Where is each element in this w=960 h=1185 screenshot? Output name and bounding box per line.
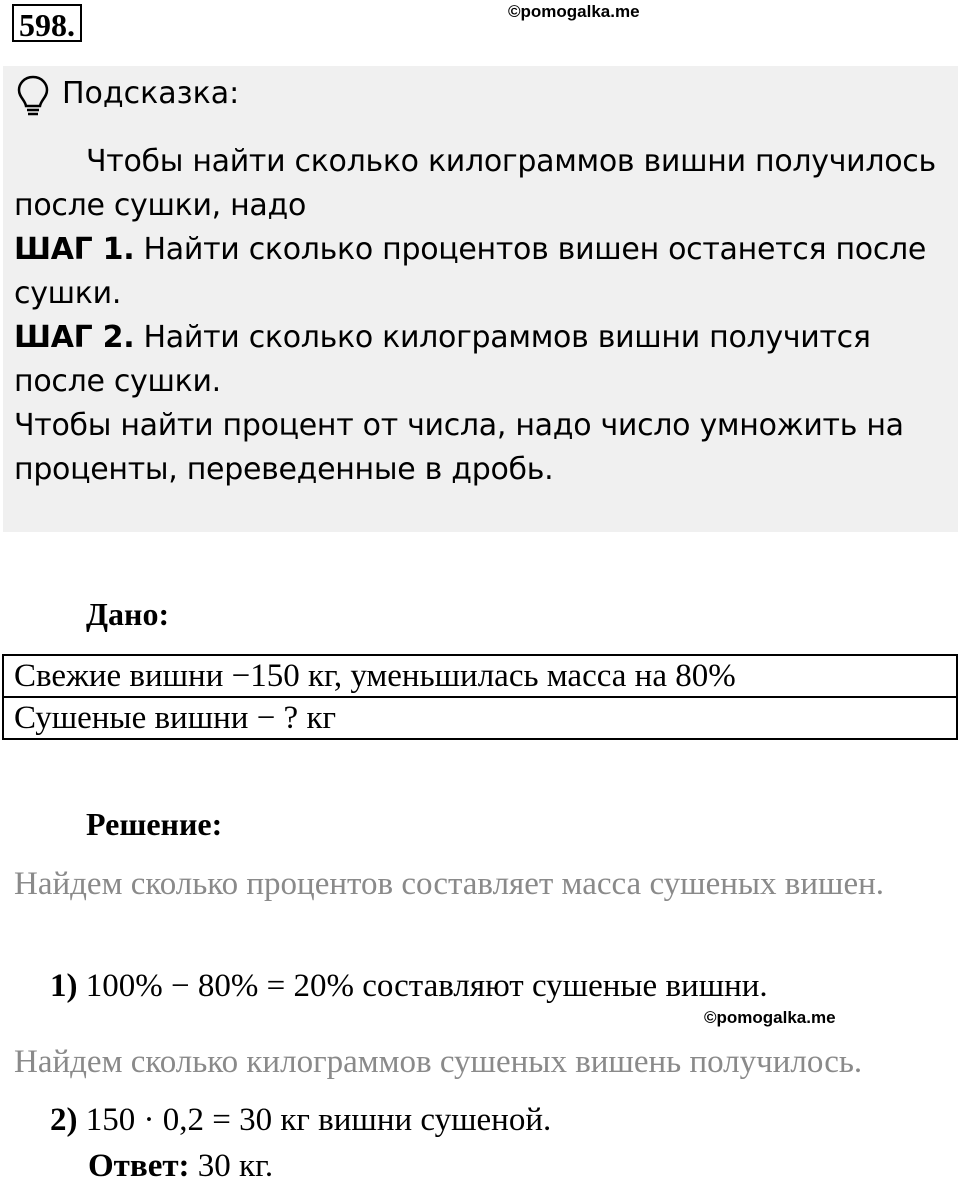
- solution-title: Решение:: [86, 806, 223, 842]
- watermark-2: ©pomogalka.me: [704, 1008, 836, 1027]
- hint-step2-label: ШАГ 2.: [14, 320, 135, 355]
- hint-step2-text: Найти сколько килограммов вишни получится после сушки.: [14, 320, 871, 399]
- step-2-number: 2): [50, 1102, 78, 1138]
- lightbulb-icon: [16, 74, 50, 118]
- hint-body: [14, 140, 944, 492]
- answer-value: 30 кг.: [189, 1148, 274, 1184]
- answer: [88, 1148, 273, 1185]
- solution-step-2: [50, 1102, 551, 1139]
- table-row: [3, 697, 957, 739]
- solution-text-1: Найдем сколько процентов составляет масса сушеных вишен.: [14, 866, 885, 902]
- step-1-expression: 100% − 80% = 20% составляют сушеные вишни.: [77, 968, 768, 1004]
- hint-step1-label: ШАГ 1.: [14, 232, 135, 267]
- solution-text-2: Найдем сколько килограммов сушеных вишень получилось.: [14, 1044, 863, 1080]
- solution-step-1: [50, 968, 768, 1005]
- hint-step2: [14, 316, 944, 404]
- problem-number: 598.: [12, 4, 82, 42]
- step-1-number: 1): [50, 968, 78, 1004]
- given-table: [2, 654, 958, 740]
- hint-step1-text: Найти сколько процентов вишен останется после сушки.: [14, 232, 927, 311]
- hint-step1: [14, 228, 944, 316]
- hint-title: Подсказка:: [62, 76, 240, 111]
- watermark: ©pomogalka.me: [508, 2, 640, 21]
- given-title: Дано:: [86, 596, 170, 632]
- table-row: [3, 655, 957, 697]
- answer-label: Ответ:: [88, 1148, 190, 1184]
- hint-intro: Чтобы найти сколько килограммов вишни получилось после сушки, надо: [14, 144, 936, 223]
- hint-rule: Чтобы найти процент от числа, надо число умножить на проценты, переведенные в дробь.: [14, 408, 904, 487]
- given-row-dried: Сушеные вишни − ? кг: [3, 697, 957, 739]
- given-row-fresh: Свежие вишни −150 кг, уменьшилась масса на 80%: [3, 655, 957, 697]
- step-2-expression: 150 · 0,2 = 30 кг вишни сушеной.: [77, 1102, 552, 1138]
